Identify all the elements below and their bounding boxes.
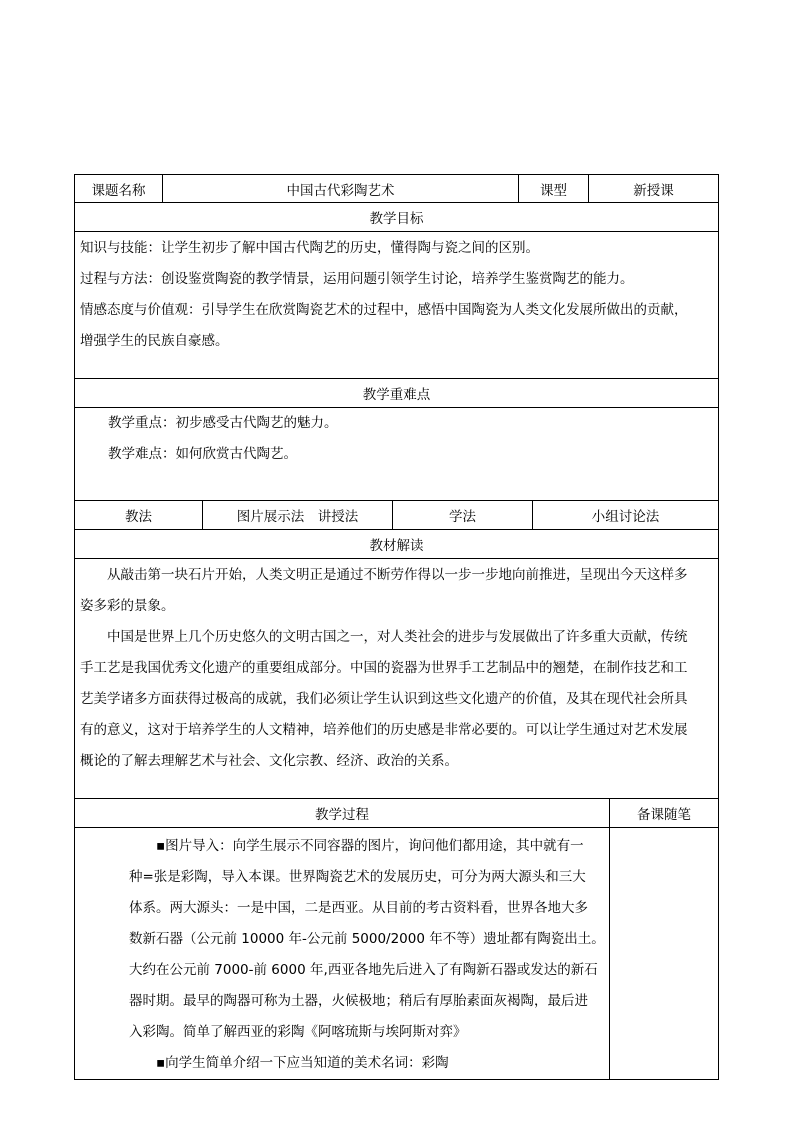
process-line: 大约在公元前 7000-前 6000 年,西亚各地先后进入了有陶新石器或发达的新石: [129, 962, 598, 978]
material-text: [80, 560, 720, 777]
key-points-text: [108, 408, 708, 470]
table-rule: [74, 558, 719, 559]
process-line: 体系。两大源头：一是中国，二是西亚。从目前的考古资料看，世界各地大多: [129, 900, 588, 916]
material-paragraph-1: 从敲击第一块石片开始，人类文明正是通过不断劳作得以一步一步地向前推进，呈现出今天这样多: [107, 567, 688, 583]
objective-attitude: 情感态度与价值观：引导学生在欣赏陶瓷艺术的过程中，感悟中国陶瓷为人类文化发展所做出的贡献，: [80, 302, 688, 318]
process-line: 数新石器（公元前 10000 年-公元前 5000/2000 年不等）遗址都有陶瓷出土。: [129, 931, 605, 947]
material-paragraph-1-cont: 姿多彩的景象。: [80, 598, 175, 614]
key-points-heading: 教学重难点: [362, 387, 431, 403]
table-rule: [74, 1079, 719, 1080]
course-type-label: 课型: [540, 182, 567, 199]
table-rule: [74, 174, 75, 1080]
table-rule: [74, 231, 719, 232]
process-text: [129, 831, 609, 1079]
process-heading: 教学过程: [315, 807, 369, 823]
notes-area[interactable]: [610, 828, 718, 1079]
key-point-focus: 教学重点：初步感受古代陶艺的魅力。: [108, 415, 338, 431]
material-paragraph-2-cont: 手工艺是我国优秀文化遗产的重要组成部分。中国的瓷器为世界手工艺制品中的翘楚，在制作技艺和工: [80, 660, 688, 676]
material-paragraph-2: 中国是世界上几个历史悠久的文明古国之一，对人类社会的进步与发展做出了许多重大贡献，传统: [107, 629, 688, 645]
process-line: ▪图片导入：向学生展示不同容器的图片，询问他们都用途，其中就有一: [156, 838, 584, 854]
course-type-value: 新授课: [633, 182, 674, 199]
process-line: 器时期。最早的陶器可称为土器，火候极地；稍后有厚胎素面灰褐陶，最后进: [129, 993, 588, 1009]
objective-process: 过程与方法：创设鉴赏陶瓷的教学情景，运用问题引领学生讨论，培养学生鉴赏陶艺的能力。: [80, 271, 634, 287]
material-paragraph-2-cont: 有的意义，这对于培养学生的人文精神，培养他们的历史感是非常必要的。可以让学生通过对艺术发展: [80, 722, 688, 738]
learning-method-label: 学法: [449, 509, 476, 525]
process-line: ▪向学生简单介绍一下应当知道的美术名词：彩陶: [156, 1055, 449, 1071]
notes-heading: 备课随笔: [637, 807, 691, 823]
process-line: 入彩陶。简单了解西亚的彩陶《阿喀琉斯与埃阿斯对弈》: [129, 1024, 467, 1040]
material-paragraph-2-cont: 艺美学诸多方面获得过极高的成就，我们必须让学生认识到这些文化遗产的价值，及其在现代社会所具: [80, 691, 688, 707]
objectives-heading: 教学目标: [369, 211, 424, 227]
objectives-text: [80, 233, 720, 357]
process-line: 种=张是彩陶，导入本课。世界陶瓷艺术的发展历史，可分为两大源头和三大: [129, 869, 586, 885]
course-name-value: 中国古代彩陶艺术: [286, 182, 395, 199]
teaching-method-value: 图片展示法 讲授法: [236, 509, 359, 525]
key-point-difficulty: 教学难点：如何欣赏古代陶艺。: [108, 446, 297, 462]
material-paragraph-2-cont: 概论的了解去理解艺术与社会、文化宗教、经济、政治的关系。: [80, 753, 458, 769]
teaching-method-label: 教法: [125, 509, 152, 525]
objective-attitude-cont: 增强学生的民族自豪感。: [80, 333, 229, 349]
material-heading: 教材解读: [369, 538, 424, 554]
learning-method-value: 小组讨论法: [591, 509, 660, 525]
course-name-label: 课题名称: [91, 182, 146, 199]
objective-knowledge: 知识与技能：让学生初步了解中国古代陶艺的历史，懂得陶与瓷之间的区别。: [80, 240, 539, 256]
